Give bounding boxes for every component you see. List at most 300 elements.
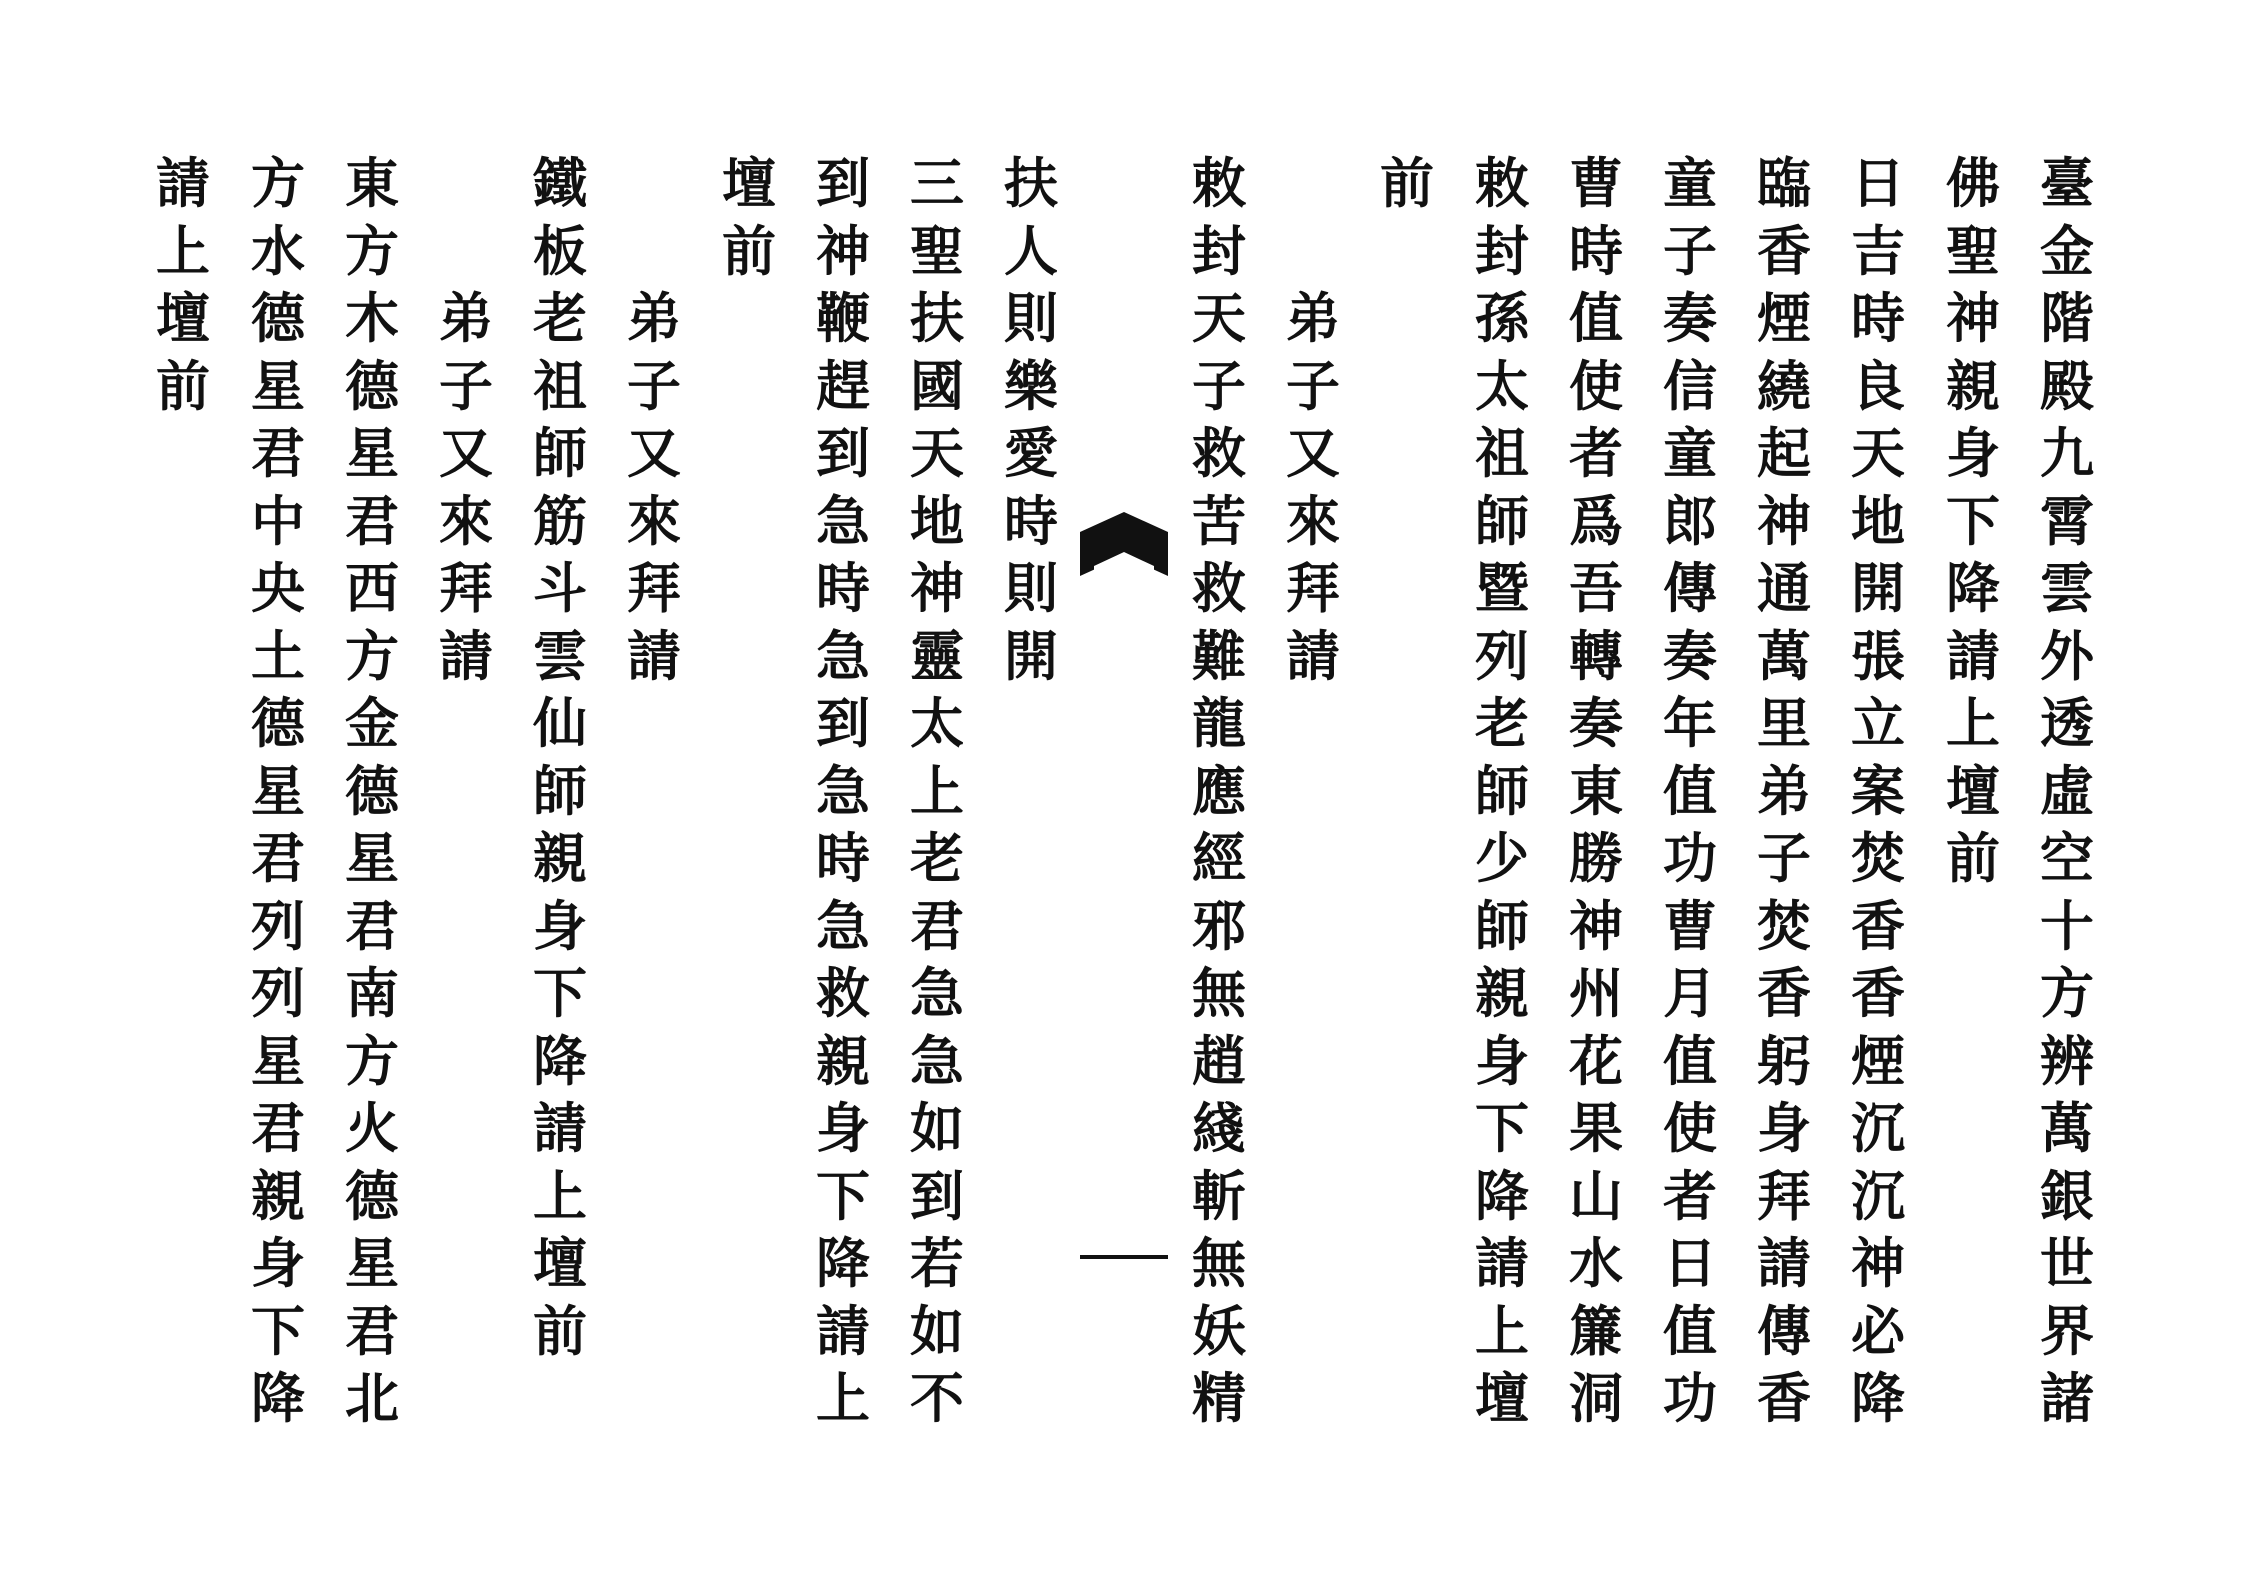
character: 德 (251, 691, 305, 755)
character: 救 (1192, 556, 1246, 620)
column-text (1467, 150, 1537, 1433)
character: 子 (1663, 218, 1717, 283)
character: 水 (1569, 1231, 1623, 1295)
character: 師 (1475, 488, 1529, 553)
character: 壇 (722, 151, 776, 215)
character: 身 (251, 1231, 305, 1295)
character: 身 (1946, 421, 2000, 485)
character: 前 (1380, 151, 1434, 215)
character: 躬 (1757, 1028, 1811, 1093)
character: 階 (2040, 286, 2094, 350)
character: 臨 (1757, 151, 1811, 215)
character: 土 (251, 623, 305, 688)
character: 君 (251, 1096, 305, 1160)
character: 請 (816, 1298, 870, 1363)
character: 綫 (1192, 1096, 1246, 1160)
character: 樂 (1004, 353, 1058, 418)
character: 九 (2040, 421, 2094, 485)
character: 南 (345, 961, 399, 1025)
character: 金 (2040, 218, 2094, 283)
character: 敕 (1192, 151, 1246, 215)
text-column-13 (808, 150, 878, 1433)
character: 敕 (1475, 151, 1529, 215)
character: 值 (1663, 1298, 1717, 1363)
character: 君 (345, 1298, 399, 1363)
character: 身 (1475, 1028, 1529, 1093)
character: 方 (345, 218, 399, 283)
character: 焚 (1757, 893, 1811, 958)
text-column-8 (1372, 150, 1442, 218)
character: 急 (910, 961, 964, 1025)
text-column-1 (2032, 150, 2102, 1433)
character: 到 (816, 691, 870, 755)
text-column-2 (1938, 150, 2008, 893)
character: 前 (533, 1298, 587, 1363)
character: 時 (816, 826, 870, 890)
character: 果 (1569, 1096, 1623, 1160)
character: 萬 (1757, 623, 1811, 688)
text-column-11 (996, 150, 1066, 690)
character: 功 (1663, 826, 1717, 890)
character: 時 (1569, 218, 1623, 283)
character: 無 (1192, 1231, 1246, 1295)
character: 央 (251, 556, 305, 620)
character: 封 (1475, 218, 1529, 283)
character: 如 (910, 1096, 964, 1160)
column-text (2032, 150, 2102, 1433)
column-text (1184, 150, 1254, 1433)
column-text (996, 150, 1066, 690)
character: 師 (1475, 893, 1529, 958)
text-column-10 (1184, 150, 1254, 1433)
character: 吉 (1851, 218, 1905, 283)
character: 身 (1757, 1096, 1811, 1160)
character: 拜 (439, 556, 493, 620)
character: 如 (910, 1298, 964, 1363)
character: 前 (722, 218, 776, 283)
character: 壇 (533, 1231, 587, 1295)
character: 火 (345, 1096, 399, 1160)
character: 愛 (1004, 421, 1058, 485)
column-text (1843, 150, 1913, 1433)
character: 龍 (1192, 691, 1246, 755)
character: 斬 (1192, 1163, 1246, 1228)
column-text (243, 150, 313, 1433)
character: 親 (1946, 353, 2000, 418)
character: 殿 (2040, 353, 2094, 418)
character: 太 (1475, 353, 1529, 418)
character: 值 (1663, 758, 1717, 823)
character: 親 (533, 826, 587, 890)
character: 拜 (627, 556, 681, 620)
character: 世 (2040, 1231, 2094, 1295)
text-column-4 (1749, 150, 1819, 1433)
text-column-16 (525, 150, 595, 1365)
character: 方 (251, 151, 305, 215)
character: 列 (251, 893, 305, 958)
character: 子 (1757, 826, 1811, 890)
character: 又 (627, 421, 681, 485)
character: 弟 (439, 286, 493, 350)
character: 臺 (2040, 151, 2094, 215)
character: 趕 (816, 353, 870, 418)
character: 郎 (1663, 488, 1717, 553)
character: 沉 (1851, 1163, 1905, 1228)
column-text (431, 285, 501, 690)
character: 值 (1569, 286, 1623, 350)
character: 趙 (1192, 1028, 1246, 1093)
character: 張 (1851, 623, 1905, 688)
character: 君 (345, 488, 399, 553)
character: 天 (910, 421, 964, 485)
character: 鞭 (816, 286, 870, 350)
character: 聖 (910, 218, 964, 283)
character: 焚 (1851, 826, 1905, 890)
text-column-9 (1278, 285, 1348, 690)
character: 立 (1851, 691, 1905, 755)
character: 急 (816, 488, 870, 553)
character: 降 (1946, 556, 2000, 620)
character: 北 (345, 1366, 399, 1430)
character: 筋 (533, 488, 587, 553)
character: 煙 (1851, 1028, 1905, 1093)
character: 煙 (1757, 286, 1811, 350)
character: 到 (910, 1163, 964, 1228)
character: 方 (2040, 961, 2094, 1025)
column-text (1372, 150, 1442, 218)
character: 列 (251, 961, 305, 1025)
character: 孫 (1475, 286, 1529, 350)
character: 神 (1851, 1231, 1905, 1295)
character: 萬 (2040, 1096, 2094, 1160)
text-column-12 (902, 150, 972, 1433)
character: 請 (1286, 623, 1340, 688)
character: 轉 (1569, 623, 1623, 688)
character: 神 (910, 556, 964, 620)
character: 時 (816, 556, 870, 620)
character: 繞 (1757, 353, 1811, 418)
character: 木 (345, 286, 399, 350)
character: 起 (1757, 421, 1811, 485)
ornamental-divider (1078, 512, 1170, 1272)
divider-chevron-mark (1080, 512, 1168, 576)
character: 壇 (156, 286, 210, 350)
character: 東 (1569, 758, 1623, 823)
character: 簾 (1569, 1298, 1623, 1363)
character: 勝 (1569, 826, 1623, 890)
character: 中 (251, 488, 305, 553)
character: 香 (1757, 1366, 1811, 1430)
character: 雲 (2040, 556, 2094, 620)
character: 必 (1851, 1298, 1905, 1363)
character: 拜 (1757, 1163, 1811, 1228)
character: 者 (1569, 421, 1623, 485)
character: 香 (1757, 218, 1811, 283)
character: 上 (533, 1163, 587, 1228)
character: 子 (439, 353, 493, 418)
character: 德 (251, 286, 305, 350)
character: 佛 (1946, 151, 2000, 215)
character: 年 (1663, 691, 1717, 755)
column-text (1938, 150, 2008, 893)
character: 急 (816, 893, 870, 958)
character: 難 (1192, 623, 1246, 688)
character: 天 (1851, 421, 1905, 485)
text-column-6 (1561, 150, 1631, 1433)
character: 老 (1475, 691, 1529, 755)
character: 來 (627, 488, 681, 553)
column-text (808, 150, 878, 1433)
character: 急 (816, 623, 870, 688)
character: 老 (910, 826, 964, 890)
character: 請 (156, 151, 210, 215)
character: 子 (627, 353, 681, 418)
character: 壇 (1946, 758, 2000, 823)
character: 日 (1663, 1231, 1717, 1295)
character: 三 (910, 151, 964, 215)
character: 則 (1004, 556, 1058, 620)
character: 天 (1192, 286, 1246, 350)
character: 弟 (627, 286, 681, 350)
character: 方 (345, 1028, 399, 1093)
character: 君 (251, 421, 305, 485)
character: 壇 (1475, 1366, 1529, 1430)
character: 祖 (533, 353, 587, 418)
character: 師 (533, 421, 587, 485)
column-text (337, 150, 407, 1433)
character: 水 (251, 218, 305, 283)
character: 童 (1663, 421, 1717, 485)
character: 弟 (1286, 286, 1340, 350)
character: 靈 (910, 623, 964, 688)
character: 德 (345, 1163, 399, 1228)
character: 月 (1663, 961, 1717, 1025)
character: 洞 (1569, 1366, 1623, 1430)
character: 下 (1475, 1096, 1529, 1160)
character: 案 (1851, 758, 1905, 823)
character: 奏 (1569, 691, 1623, 755)
character: 身 (533, 893, 587, 958)
character: 上 (1475, 1298, 1529, 1363)
character: 曹 (1569, 151, 1623, 215)
character: 請 (1475, 1231, 1529, 1295)
character: 親 (251, 1163, 305, 1228)
character: 國 (910, 353, 964, 418)
character: 德 (345, 758, 399, 823)
character: 霄 (2040, 488, 2094, 553)
character: 親 (816, 1028, 870, 1093)
character: 西 (345, 556, 399, 620)
character: 界 (2040, 1298, 2094, 1363)
character: 到 (816, 421, 870, 485)
character: 君 (251, 826, 305, 890)
text-column-14 (714, 150, 784, 285)
character: 扶 (1004, 151, 1058, 215)
character: 外 (2040, 623, 2094, 688)
character: 神 (1946, 286, 2000, 350)
character: 州 (1569, 961, 1623, 1025)
column-text (1278, 285, 1348, 690)
character: 星 (345, 1231, 399, 1295)
character: 君 (345, 893, 399, 958)
column-text (902, 150, 972, 1433)
character: 銀 (2040, 1163, 2094, 1228)
character: 上 (910, 758, 964, 823)
character: 信 (1663, 353, 1717, 418)
character: 暨 (1475, 556, 1529, 620)
text-column-20 (148, 150, 218, 420)
character: 曹 (1663, 893, 1717, 958)
character: 應 (1192, 758, 1246, 823)
character: 降 (1475, 1163, 1529, 1228)
character: 使 (1663, 1096, 1717, 1160)
character: 子 (1192, 353, 1246, 418)
character: 身 (816, 1096, 870, 1160)
character: 降 (1851, 1366, 1905, 1430)
character: 前 (156, 353, 210, 418)
character: 日 (1851, 151, 1905, 215)
character: 來 (439, 488, 493, 553)
character: 來 (1286, 488, 1340, 553)
character: 邪 (1192, 893, 1246, 958)
character: 時 (1851, 286, 1905, 350)
character: 星 (251, 353, 305, 418)
character: 救 (1192, 421, 1246, 485)
character: 空 (2040, 826, 2094, 890)
character: 不 (910, 1366, 964, 1430)
character: 扶 (910, 286, 964, 350)
character: 方 (345, 623, 399, 688)
character: 鐵 (533, 151, 587, 215)
character: 傳 (1663, 556, 1717, 620)
character: 則 (1004, 286, 1058, 350)
text-column-18 (337, 150, 407, 1433)
column-text (525, 150, 595, 1365)
character: 開 (1851, 556, 1905, 620)
character: 通 (1757, 556, 1811, 620)
character: 神 (816, 218, 870, 283)
character: 請 (439, 623, 493, 688)
character: 急 (910, 1028, 964, 1093)
character: 板 (533, 218, 587, 283)
character: 苦 (1192, 488, 1246, 553)
character: 聖 (1946, 218, 2000, 283)
character: 功 (1663, 1366, 1717, 1430)
character: 到 (816, 151, 870, 215)
character: 上 (156, 218, 210, 283)
character: 傳 (1757, 1298, 1811, 1363)
character: 下 (533, 961, 587, 1025)
character: 請 (533, 1096, 587, 1160)
character: 開 (1004, 623, 1058, 688)
character: 斗 (533, 556, 587, 620)
character: 雲 (533, 623, 587, 688)
character: 良 (1851, 353, 1905, 418)
character: 拜 (1286, 556, 1340, 620)
character: 金 (345, 691, 399, 755)
character: 香 (1757, 961, 1811, 1025)
character: 星 (251, 1028, 305, 1093)
character: 少 (1475, 826, 1529, 890)
character: 吾 (1569, 556, 1623, 620)
text-column-17 (431, 285, 501, 690)
character: 又 (439, 421, 493, 485)
character: 香 (1851, 893, 1905, 958)
character: 下 (251, 1298, 305, 1363)
character: 經 (1192, 826, 1246, 890)
character: 精 (1192, 1366, 1246, 1430)
character: 奏 (1663, 286, 1717, 350)
character: 師 (533, 758, 587, 823)
text-column-5 (1655, 150, 1725, 1433)
character: 使 (1569, 353, 1623, 418)
character: 諸 (2040, 1366, 2094, 1430)
character: 十 (2040, 893, 2094, 958)
character: 降 (816, 1231, 870, 1295)
character: 子 (1286, 353, 1340, 418)
character: 時 (1004, 488, 1058, 553)
character: 上 (816, 1366, 870, 1430)
column-text (148, 150, 218, 420)
character: 降 (251, 1366, 305, 1430)
character: 山 (1569, 1163, 1623, 1228)
character: 神 (1757, 488, 1811, 553)
character: 救 (816, 961, 870, 1025)
character: 爲 (1569, 488, 1623, 553)
character: 奏 (1663, 623, 1717, 688)
column-text (1561, 150, 1631, 1433)
character: 透 (2040, 691, 2094, 755)
character: 童 (1663, 151, 1717, 215)
character: 無 (1192, 961, 1246, 1025)
character: 星 (345, 826, 399, 890)
character: 列 (1475, 623, 1529, 688)
character: 祖 (1475, 421, 1529, 485)
character: 香 (1851, 961, 1905, 1025)
character: 人 (1004, 218, 1058, 283)
character: 又 (1286, 421, 1340, 485)
character: 值 (1663, 1028, 1717, 1093)
text-column-3 (1843, 150, 1913, 1433)
character: 地 (1851, 488, 1905, 553)
character: 上 (1946, 691, 2000, 755)
character: 地 (910, 488, 964, 553)
character: 者 (1663, 1163, 1717, 1228)
column-text (714, 150, 784, 285)
character: 老 (533, 286, 587, 350)
character: 親 (1475, 961, 1529, 1025)
character: 仙 (533, 691, 587, 755)
character: 辨 (2040, 1028, 2094, 1093)
column-text (619, 285, 689, 690)
character: 星 (251, 758, 305, 823)
character: 弟 (1757, 758, 1811, 823)
character: 下 (816, 1163, 870, 1228)
character: 下 (1946, 488, 2000, 553)
character: 虛 (2040, 758, 2094, 823)
character: 師 (1475, 758, 1529, 823)
character: 太 (910, 691, 964, 755)
character: 請 (627, 623, 681, 688)
character: 德 (345, 353, 399, 418)
column-text (1749, 150, 1819, 1433)
character: 急 (816, 758, 870, 823)
text-column-15 (619, 285, 689, 690)
character: 請 (1946, 623, 2000, 688)
text-column-7 (1467, 150, 1537, 1433)
character: 花 (1569, 1028, 1623, 1093)
text-column-19 (243, 150, 313, 1433)
